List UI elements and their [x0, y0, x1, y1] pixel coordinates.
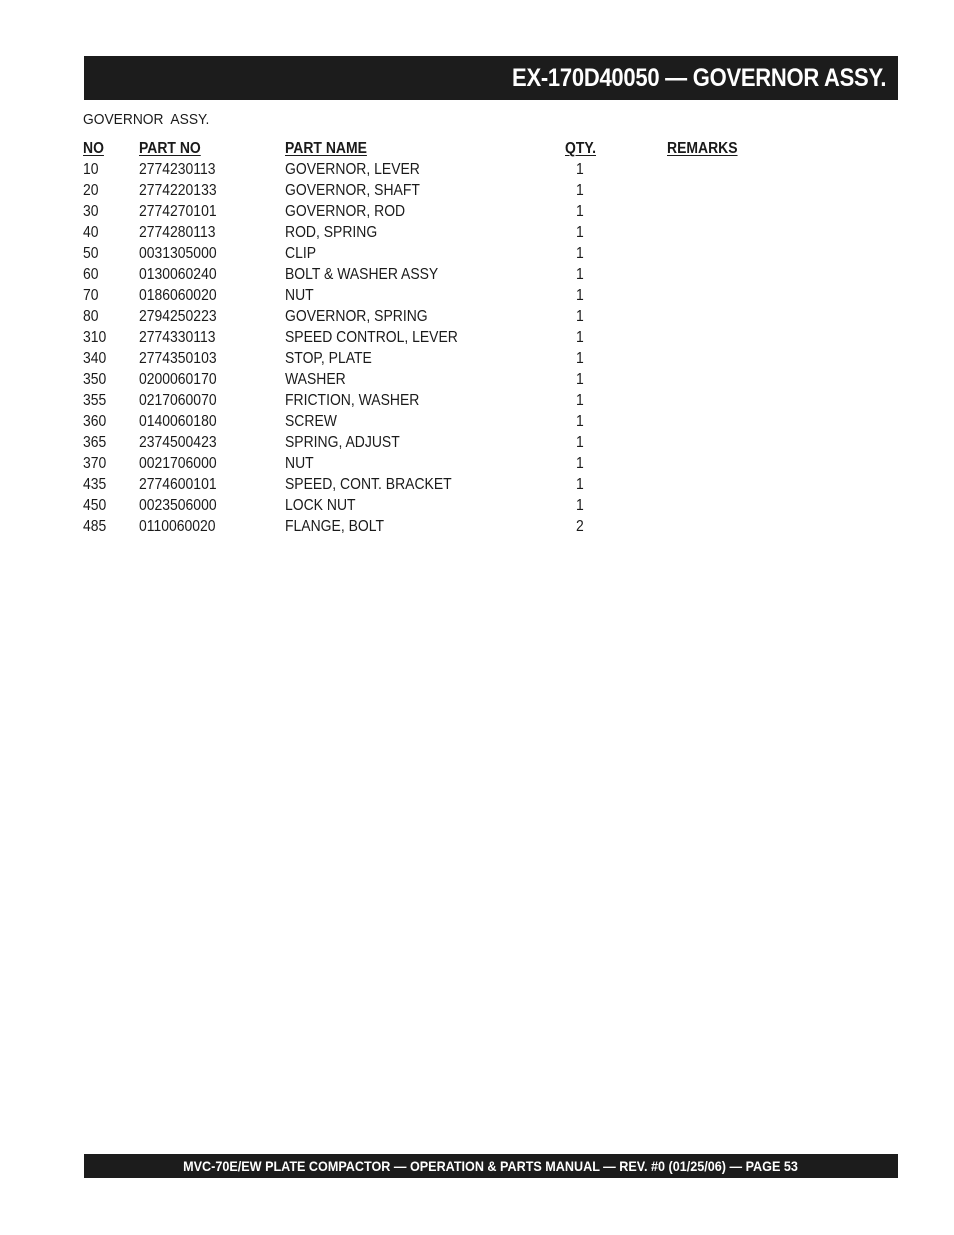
cell-part-name: STOP, PLATE	[285, 350, 372, 367]
cell-part-no: 0140060180	[139, 413, 217, 430]
table-row	[83, 327, 783, 348]
cell-no: 50	[83, 245, 99, 262]
cell-qty: 1	[576, 350, 584, 367]
cell-qty: 1	[576, 308, 584, 325]
cell-no: 485	[83, 518, 107, 535]
cell-part-no: 0110060020	[139, 518, 216, 535]
cell-no: 435	[83, 476, 107, 493]
section-subtitle: GOVERNOR ASSY.	[83, 111, 210, 128]
cell-part-no: 2774330113	[139, 329, 216, 346]
cell-part-no: 0200060170	[139, 371, 217, 388]
cell-part-name: SPRING, ADJUST	[285, 434, 400, 451]
column-header-part-no: PART NO	[139, 140, 201, 157]
cell-qty: 1	[576, 266, 584, 283]
cell-no: 80	[83, 308, 99, 325]
cell-part-name: NUT	[285, 455, 314, 472]
cell-no: 30	[83, 203, 99, 220]
cell-qty: 1	[576, 476, 584, 493]
column-header-qty: QTY.	[565, 140, 597, 157]
cell-part-name: WASHER	[285, 371, 346, 388]
cell-no: 70	[83, 287, 99, 304]
cell-part-no: 0023506000	[139, 497, 217, 514]
cell-part-name: CLIP	[285, 245, 317, 262]
cell-part-name: ROD, SPRING	[285, 224, 378, 241]
cell-no: 310	[83, 329, 107, 346]
cell-qty: 1	[576, 203, 584, 220]
cell-part-name: GOVERNOR, SHAFT	[285, 182, 420, 199]
table-row	[83, 390, 783, 411]
cell-part-no: 2774220133	[139, 182, 217, 199]
cell-part-no: 2774270101	[139, 203, 217, 220]
cell-no: 360	[83, 413, 107, 430]
page-header-bar	[84, 56, 898, 100]
cell-part-name: NUT	[285, 287, 314, 304]
table-row	[83, 180, 783, 201]
table-body	[83, 159, 783, 537]
cell-qty: 2	[576, 518, 584, 535]
page-footer-bar	[84, 1154, 898, 1178]
column-header-remarks: REMARKS	[667, 140, 738, 157]
cell-part-name: SCREW	[285, 413, 337, 430]
cell-qty: 1	[576, 434, 584, 451]
cell-part-name: GOVERNOR, ROD	[285, 203, 406, 220]
cell-part-name: GOVERNOR, SPRING	[285, 308, 428, 325]
cell-qty: 1	[576, 161, 584, 178]
table-row	[83, 474, 783, 495]
cell-part-name: FLANGE, BOLT	[285, 518, 384, 535]
table-row	[83, 222, 783, 243]
cell-part-name: LOCK NUT	[285, 497, 356, 514]
table-row	[83, 159, 783, 180]
cell-no: 40	[83, 224, 99, 241]
cell-part-no: 2774600101	[139, 476, 217, 493]
cell-qty: 1	[576, 413, 584, 430]
cell-no: 10	[83, 161, 99, 178]
cell-qty: 1	[576, 329, 584, 346]
cell-part-no: 0186060020	[139, 287, 217, 304]
parts-table	[83, 138, 783, 537]
table-row	[83, 369, 783, 390]
footer-text: MVC-70E/EW PLATE COMPACTOR — OPERATION & PARTS MANUAL — REV. #0 (01/25/06) — PAGE 53	[183, 1158, 799, 1174]
cell-qty: 1	[576, 392, 584, 409]
cell-part-name: BOLT & WASHER ASSY	[285, 266, 439, 283]
table-row	[83, 516, 783, 537]
table-row	[83, 348, 783, 369]
cell-no: 350	[83, 371, 107, 388]
cell-qty: 1	[576, 371, 584, 388]
cell-qty: 1	[576, 455, 584, 472]
cell-qty: 1	[576, 287, 584, 304]
page-title: EX-170D40050 — GOVERNOR ASSY.	[511, 63, 886, 92]
cell-part-name: FRICTION, WASHER	[285, 392, 420, 409]
cell-part-no: 2774280113	[139, 224, 216, 241]
cell-qty: 1	[576, 245, 584, 262]
table-row	[83, 201, 783, 222]
cell-no: 340	[83, 350, 107, 367]
table-row	[83, 285, 783, 306]
cell-part-no: 0021706000	[139, 455, 217, 472]
table-row	[83, 432, 783, 453]
cell-part-name: SPEED, CONT. BRACKET	[285, 476, 452, 493]
cell-part-no: 0217060070	[139, 392, 217, 409]
cell-part-name: GOVERNOR, LEVER	[285, 161, 420, 178]
table-row	[83, 306, 783, 327]
cell-part-no: 2774350103	[139, 350, 217, 367]
cell-part-no: 0130060240	[139, 266, 217, 283]
table-row	[83, 495, 783, 516]
cell-qty: 1	[576, 224, 584, 241]
cell-part-name: SPEED CONTROL, LEVER	[285, 329, 458, 346]
cell-part-no: 2794250223	[139, 308, 217, 325]
cell-no: 20	[83, 182, 99, 199]
cell-part-no: 2774230113	[139, 161, 216, 178]
cell-no: 365	[83, 434, 107, 451]
cell-part-no: 0031305000	[139, 245, 217, 262]
cell-qty: 1	[576, 497, 584, 514]
table-row	[83, 243, 783, 264]
table-header-row	[83, 138, 783, 159]
cell-qty: 1	[576, 182, 584, 199]
table-row	[83, 453, 783, 474]
cell-no: 355	[83, 392, 107, 409]
cell-part-no: 2374500423	[139, 434, 217, 451]
cell-no: 60	[83, 266, 99, 283]
column-header-no: NO	[83, 140, 104, 157]
column-header-part-name: PART NAME	[285, 140, 367, 157]
table-row	[83, 411, 783, 432]
cell-no: 370	[83, 455, 107, 472]
table-row	[83, 264, 783, 285]
cell-no: 450	[83, 497, 107, 514]
